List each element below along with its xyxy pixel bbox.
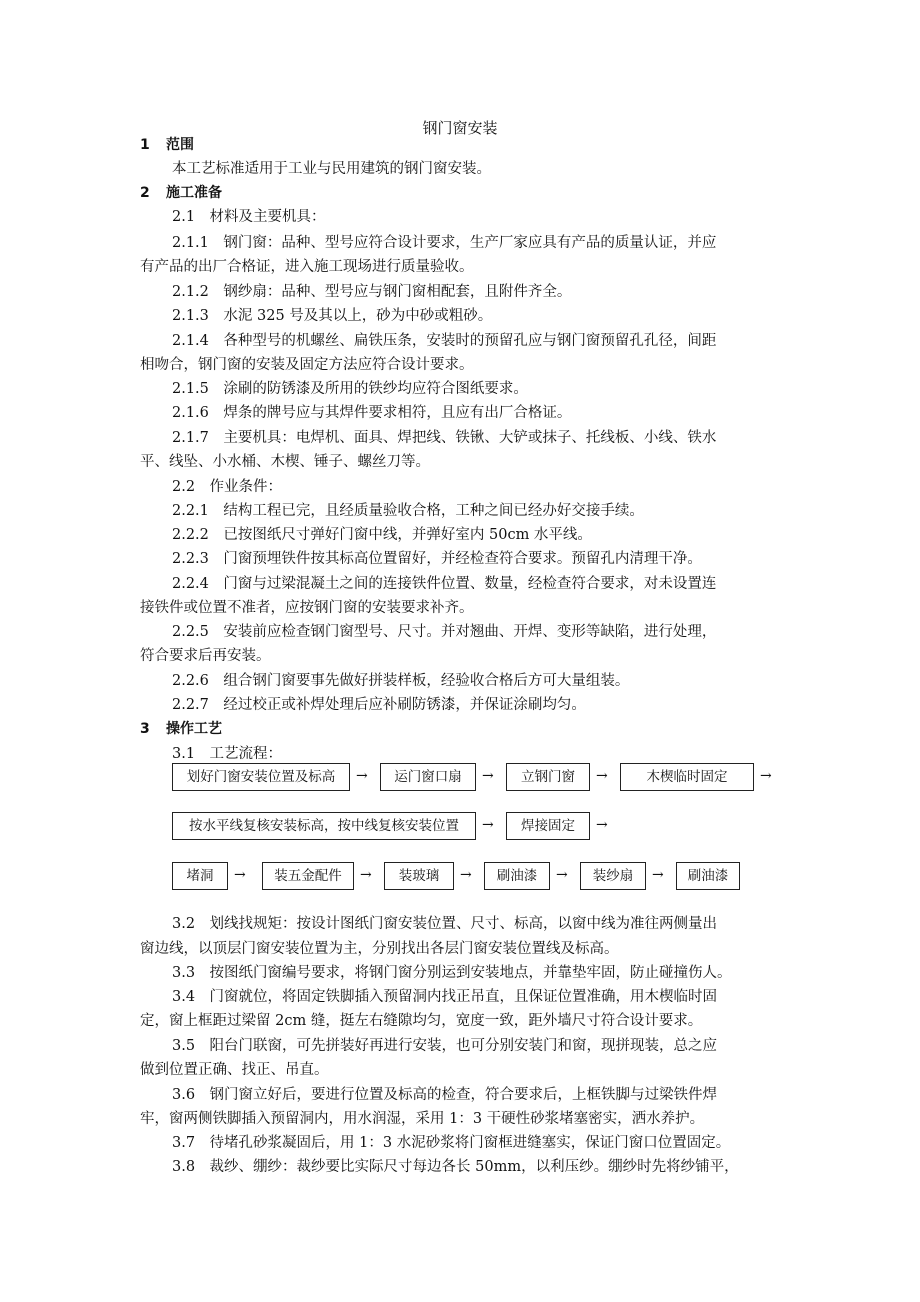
flow-step: 立钢门窗: [506, 763, 590, 791]
page-title: 钢门窗安装: [422, 119, 498, 137]
flow-step: 堵洞: [172, 862, 228, 890]
paragraph-line: 3.3 按图纸门窗编号要求，将钢门窗分别运到安装地点，并靠垫牢固，防止碰撞伤人。: [172, 965, 732, 981]
paragraph-line: 窗边线，以顶层门窗安装位置为主，分别找出各层门窗安装位置线及标高。: [140, 941, 619, 957]
paragraph-line: 3.2 划线找规矩：按设计图纸门窗安装位置、尺寸、标高，以窗中线为准往两侧量出: [172, 916, 718, 932]
arrow-icon: →: [482, 817, 494, 833]
heading-2: 2 施工准备: [140, 185, 222, 201]
arrow-icon: →: [460, 867, 472, 883]
paragraph-line: 2.1.2 钢纱扇：品种、型号应与钢门窗相配套，且附件齐全。: [172, 284, 572, 300]
paragraph-line: 2.1.6 焊条的牌号应与其焊件要求相符，且应有出厂合格证。: [172, 405, 572, 421]
arrow-icon: →: [234, 867, 246, 883]
arrow-icon: →: [360, 867, 372, 883]
paragraph-line: 有产品的出厂合格证，进入施工现场进行质量验收。: [140, 259, 474, 275]
flow-step: 装五金配件: [262, 862, 354, 890]
flow-step: 木楔临时固定: [620, 763, 754, 791]
paragraph-line: 2.2.5 安装前应检查钢门窗型号、尺寸。并对翘曲、开焊、变形等缺陷，进行处理，: [172, 624, 717, 640]
paragraph-line: 2.1 材料及主要机具：: [172, 209, 326, 225]
paragraph-line: 2.2 作业条件：: [172, 479, 283, 495]
flow-step: 装玻璃: [384, 862, 454, 890]
paragraph-line: 2.2.4 门窗与过梁混凝土之间的连接铁件位置、数量，经检查符合要求，对未设置连: [172, 576, 717, 592]
flow-step: 按水平线复核安装标高，按中线复核安装位置: [172, 812, 476, 840]
paragraph-line: 2.1.5 涂刷的防锈漆及所用的铁纱均应符合图纸要求。: [172, 381, 528, 397]
paragraph-line: 2.1.1 钢门窗：品种、型号应符合设计要求，生产厂家应具有产品的质量认证，并应: [172, 235, 717, 251]
flow-step: 划好门窗安装位置及标高: [172, 763, 350, 791]
arrow-icon: →: [760, 768, 772, 784]
flow-step: 焊接固定: [506, 812, 590, 840]
paragraph-line: 2.2.7 经过校正或补焊处理后应补刷防锈漆，并保证涂刷均匀。: [172, 697, 586, 713]
paragraph-line: 接铁件或位置不准者，应按钢门窗的安装要求补齐。: [140, 600, 474, 616]
paragraph-line: 2.1.7 主要机具：电焊机、面具、焊把线、铁锹、大铲或抹子、托线板、小线、铁水: [172, 430, 717, 446]
paragraph-line: 平、线坠、小水桶、木楔、锤子、螺丝刀等。: [140, 454, 430, 470]
paragraph-line: 3.1 工艺流程：: [172, 746, 283, 762]
arrow-icon: →: [356, 768, 368, 784]
flow-step: 运门窗口扇: [380, 763, 476, 791]
paragraph-line: 3.7 待堵孔砂浆凝固后，用 1：3 水泥砂浆将门窗框进缝塞实，保证门窗口位置固定。: [172, 1135, 731, 1151]
heading-3: 3 操作工艺: [140, 721, 222, 737]
flow-step: 刷油漆: [484, 862, 550, 890]
paragraph-line: 3.8 裁纱、绷纱：裁纱要比实际尺寸每边各长 50mm，以利压纱。绷纱时先将纱铺平，: [172, 1159, 739, 1175]
paragraph-line: 2.2.6 组合钢门窗要事先做好拼装样板，经验收合格后方可大量组装。: [172, 673, 630, 689]
paragraph-line: 2.1.3 水泥 325 号及其以上，砂为中砂或粗砂。: [172, 308, 493, 324]
paragraph-line: 本工艺标准适用于工业与民用建筑的钢门窗安装。: [172, 161, 491, 177]
paragraph-line: 3.6 钢门窗立好后，要进行位置及标高的检查，符合要求后，上框铁脚与过梁铁件焊: [172, 1087, 718, 1103]
arrow-icon: →: [556, 867, 568, 883]
heading-1: 1 范围: [140, 137, 194, 153]
paragraph-line: 定，窗上框距过梁留 2cm 缝，挺左右缝隙均匀，宽度一致，距外墙尺寸符合设计要求。: [140, 1013, 703, 1029]
paragraph-line: 3.4 门窗就位，将固定铁脚插入预留洞内找正吊直，且保证位置准确，用木楔临时固: [172, 989, 718, 1005]
paragraph-line: 2.2.2 已按图纸尺寸弹好门窗中线，并弹好室内 50cm 水平线。: [172, 527, 592, 543]
paragraph-line: 相吻合，钢门窗的安装及固定方法应符合设计要求。: [140, 357, 474, 373]
flow-step: 装纱扇: [580, 862, 646, 890]
arrow-icon: →: [596, 817, 608, 833]
paragraph-line: 牢，窗两侧铁脚插入预留洞内，用水润湿，采用 1：3 干硬性砂浆堵塞密实，洒水养护。: [140, 1111, 705, 1127]
paragraph-line: 2.1.4 各种型号的机螺丝、扁铁压条，安装时的预留孔应与钢门窗预留孔孔径，间距: [172, 333, 717, 349]
paragraph-line: 做到位置正确、找正、吊直。: [140, 1062, 329, 1078]
arrow-icon: →: [482, 768, 494, 784]
paragraph-line: 符合要求后再安装。: [140, 648, 271, 664]
paragraph-line: 2.2.3 门窗预埋铁件按其标高位置留好，并经检查符合要求。预留孔内清理干净。: [172, 551, 702, 567]
paragraph-line: 3.5 阳台门联窗，可先拼装好再进行安装，也可分别安装门和窗，现拼现装，总之应: [172, 1038, 718, 1054]
arrow-icon: →: [596, 768, 608, 784]
flow-step: 刷油漆: [676, 862, 740, 890]
paragraph-line: 2.2.1 结构工程已完，且经质量验收合格，工种之间已经办好交接手续。: [172, 503, 644, 519]
arrow-icon: →: [652, 867, 664, 883]
